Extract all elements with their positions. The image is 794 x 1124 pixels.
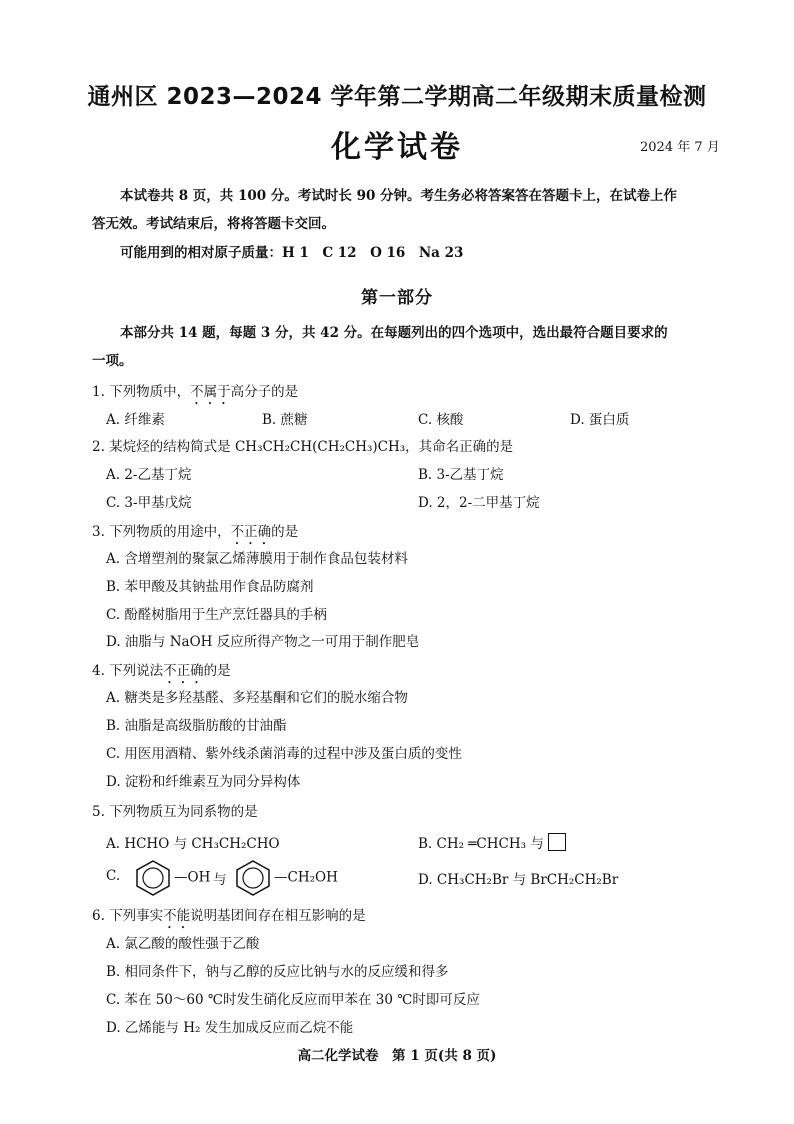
- q5-option-c: [106, 868, 120, 884]
- q4-option-a: A. 糖类是多羟基醛、多羟基酮和它们的脱水缩合物: [106, 690, 408, 706]
- q6-option-d: D. 乙烯能与 H₂ 发生加成反应而乙烷不能: [106, 1020, 354, 1036]
- question-3-stem: [92, 520, 298, 548]
- benzene-ring-icon: [232, 858, 274, 898]
- section-title: 第一部分: [361, 288, 433, 308]
- q3-option-c: C. 酚醛树脂用于生产烹饪器具的手柄: [106, 607, 327, 623]
- question-6-stem: [92, 904, 366, 932]
- q4-stem-emphasis: 不正确: [163, 663, 204, 679]
- q1-stem-emphasis: 不属于: [190, 384, 231, 400]
- q3-option-b: B. 苯甲酸及其钠盐用作食品防腐剂: [106, 579, 314, 595]
- exam-date: 2024 年 7 月: [640, 140, 720, 155]
- q6-option-c: C. 苯在 50～60 ℃时发生硝化反应而甲苯在 30 ℃时即可反应: [106, 992, 480, 1008]
- q2-option-b: B. 3-乙基丁烷: [418, 467, 504, 483]
- section-desc-1: 本部分共 14 题，每题 3 分，共 42 分。在每题列出的四个选项中，选出最符合题目要求的: [120, 325, 668, 341]
- question-5-stem: 5. 下列物质互为同系物的是: [92, 804, 258, 820]
- section-desc-2: 一项。: [92, 353, 133, 369]
- q4-stem-post: 的是: [203, 663, 231, 679]
- benzyl-ch2oh-group: —CH₂OH: [274, 869, 338, 886]
- q4-option-c: C. 用医用酒精、紫外线杀菌消毒的过程中涉及蛋白质的变性: [106, 746, 462, 762]
- q6-option-a: A. 氯乙酸的酸性强于乙酸: [106, 936, 260, 952]
- cyclobutane-structure: [548, 833, 566, 851]
- q2-option-c: C. 3-甲基戊烷: [106, 495, 192, 511]
- q5-option-b: [418, 832, 566, 852]
- q5-option-d: D. CH₃CH₂Br 与 BrCH₂CH₂Br: [418, 872, 619, 888]
- q5-option-a: A. HCHO 与 CH₃CH₂CHO: [106, 836, 280, 852]
- q2-option-a: A. 2-乙基丁烷: [106, 467, 192, 483]
- q3-option-a: A. 含增塑剂的聚氯乙烯薄膜用于制作食品包装材料: [106, 551, 408, 567]
- intro-line-1: 本试卷共 8 页，共 100 分。考试时长 90 分钟。考生务必将答案答在答题卡上，在试卷上作: [120, 188, 678, 204]
- q1-option-c: C. 核酸: [418, 412, 464, 428]
- page-footer: 高二化学试卷 第 1 页(共 8 页): [297, 1048, 497, 1064]
- q6-option-b: B. 相同条件下，钠与乙醇的反应比钠与水的反应缓和得多: [106, 964, 449, 980]
- q1-option-d: D. 蛋白质: [570, 412, 630, 428]
- q1-option-a: A. 纤维素: [106, 412, 165, 428]
- q1-stem-post: 高分子的是: [230, 384, 299, 400]
- q6-stem-pre: 6. 下列事实: [92, 908, 164, 924]
- atomic-mass-line: 可能用到的相对原子质量：H 1 C 12 O 16 Na 23: [120, 245, 464, 261]
- q5-option-c-label: C.: [106, 868, 121, 884]
- question-4-stem: [92, 659, 231, 687]
- q3-stem-emphasis: 不正确: [230, 524, 272, 540]
- benzene-ring-icon: [132, 858, 174, 898]
- q6-stem-emphasis: 不能: [163, 908, 191, 924]
- phenol-oh-group: —OH: [174, 869, 211, 886]
- q5-option-b-text: B. CH₂ ═CHCH₃ 与: [418, 836, 544, 852]
- question-2-stem: 2. 某烷烃的结构简式是 CH₃CH₂CH(CH₂CH₃)CH₃，其命名正确的是: [92, 439, 514, 455]
- intro-line-2: 答无效。考试结束后，将将答题卡交回。: [92, 216, 335, 232]
- q4-option-d: D. 淀粉和纤维素互为同分异构体: [106, 774, 301, 790]
- q5-option-c-connector: 与: [213, 872, 227, 888]
- exam-subject: 化学试卷: [331, 130, 463, 165]
- q3-stem-pre: 3. 下列物质的用途中，: [92, 524, 231, 540]
- exam-title: 通州区 2023—2024 学年第二学期高二年级期末质量检测: [87, 84, 707, 110]
- q2-option-d: D. 2，2-二甲基丁烷: [418, 495, 540, 511]
- q1-option-b: B. 蔗糖: [262, 412, 308, 428]
- q1-stem-pre: 1. 下列物质中，: [92, 384, 191, 400]
- q3-stem-post: 的是: [271, 524, 299, 540]
- q4-option-b: B. 油脂是高级脂肪酸的甘油酯: [106, 718, 287, 734]
- phenol-structure: [132, 858, 210, 898]
- question-1-stem: [92, 380, 298, 408]
- benzyl-alcohol-structure: [232, 858, 338, 898]
- q6-stem-post: 说明基团间存在相互影响的是: [190, 908, 366, 924]
- q3-option-d: D. 油脂与 NaOH 反应所得产物之一可用于制作肥皂: [106, 634, 420, 650]
- q4-stem-pre: 4. 下列说法: [92, 663, 164, 679]
